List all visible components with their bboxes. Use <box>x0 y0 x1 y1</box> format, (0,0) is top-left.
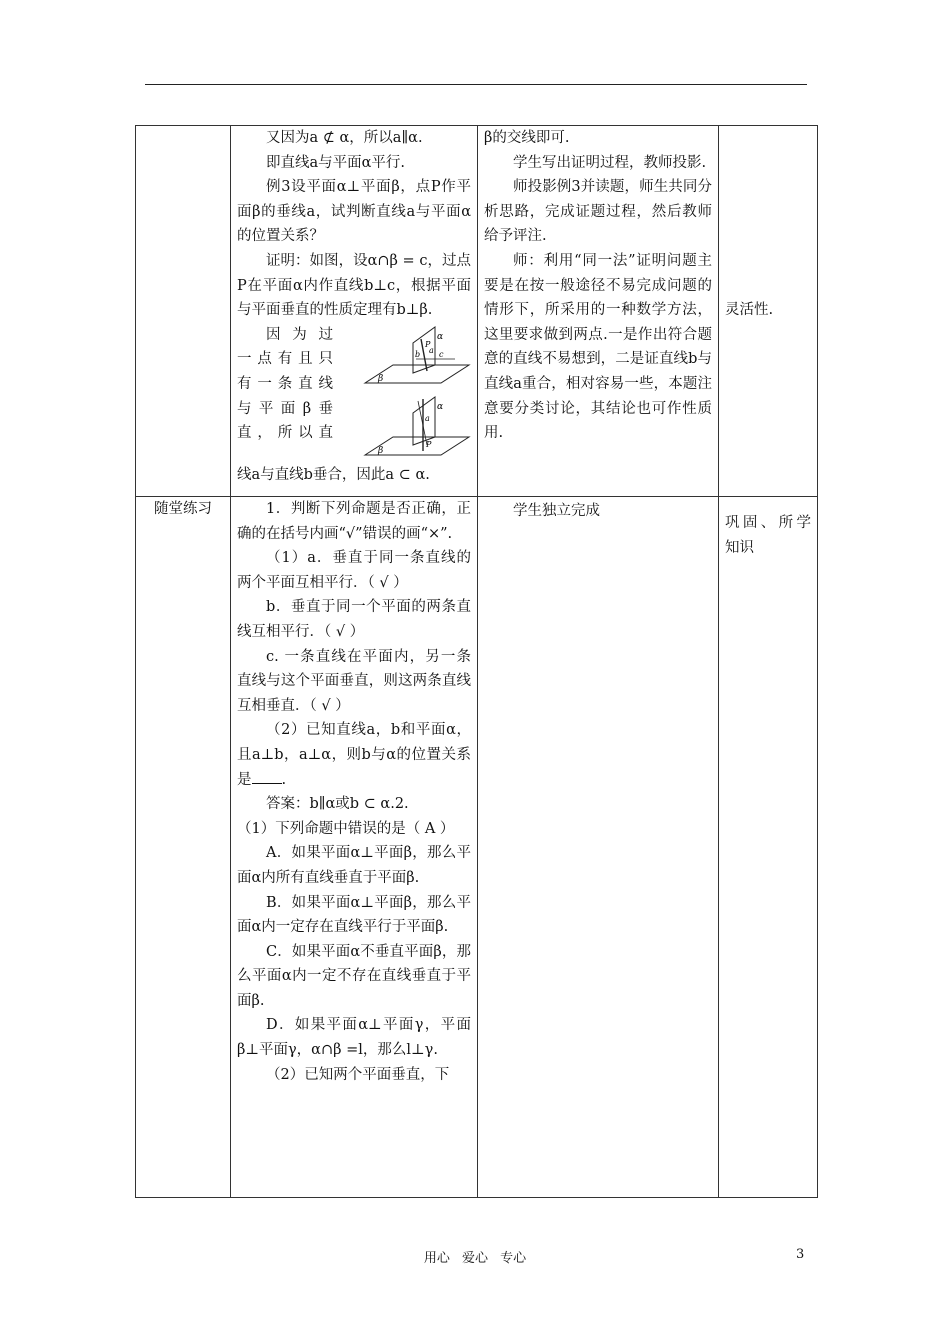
label-p: P <box>426 439 432 449</box>
purpose-cell <box>719 126 818 497</box>
activity-text: 学生独立完成 <box>513 503 600 519</box>
paragraph: 即直线a与平面α平行. <box>266 154 406 171</box>
label-p: P <box>425 339 431 349</box>
page-number: 3 <box>796 1247 805 1262</box>
answer-blank <box>252 769 282 784</box>
proof-paragraph: 证明：如图，设α∩β = c，过点P在平面α内作直线b⊥c，根据平面与平面垂直的性质定理有b⊥β. <box>237 252 471 319</box>
question-2-end: . <box>281 771 287 788</box>
table-row <box>136 126 818 497</box>
figures <box>333 323 471 463</box>
question-1: 1．判断下列命题是否正确，正确的在括号内画“√”错误的画“×”. <box>237 501 471 542</box>
question-2-text: （2）已知直线a，b和平面α，且a⊥b，a⊥α，则b与α的位置关系是 <box>237 722 471 788</box>
question-1a: （1）a．垂直于同一条直线的两个平面互相平行．（ √ ） <box>237 550 471 591</box>
activity-cell <box>478 126 719 497</box>
header-rule <box>145 84 807 85</box>
label-c: c <box>439 349 444 359</box>
plane-figure-2 <box>363 391 471 463</box>
paragraph: β的交线即可. <box>484 130 570 146</box>
label-b: b <box>415 349 421 359</box>
label-beta: β <box>378 445 384 456</box>
text-line: 一点有且只 <box>237 351 333 368</box>
stage-cell <box>136 126 231 497</box>
stage-label: 随堂练习 <box>136 497 231 1198</box>
text-line: 与平面β垂 <box>237 400 333 417</box>
exercise-cell <box>231 497 478 1198</box>
lesson-plan-table <box>135 125 818 1198</box>
purpose-text: 灵活性. <box>725 302 774 318</box>
question-2 <box>237 718 471 792</box>
footer-motto: 用心 爱心 专心 <box>423 1251 527 1266</box>
content-cell <box>231 126 478 497</box>
question-4: （2）已知两个平面垂直，下 <box>266 1066 450 1083</box>
purpose-cell <box>719 497 818 1198</box>
question-3: （1）下列命题中错误的是（ A ） <box>237 820 455 837</box>
paragraph: 学生写出证明过程，教师投影. <box>513 154 707 171</box>
plane-figure-1 <box>363 325 471 391</box>
option-b: B．如果平面α⊥平面β，那么平面α内一定存在直线平行于平面β. <box>237 894 471 936</box>
paragraph: 师投影例3并读题，师生共同分析思路，完成证题过程，然后教师给予评注. <box>484 179 712 245</box>
question-1c: c. 一条直线在平面内，另一条直线与这个平面垂直，则这两条直线互相垂直．（ √ ） <box>237 648 471 714</box>
answer: 答案：b∥α或b ⊂ α.2. <box>266 796 409 813</box>
example-3: 例3设平面α⊥平面β，点P作平面β的垂线a，试判断直线a与平面α的位置关系？ <box>237 179 471 245</box>
option-c: C．如果平面α不垂直平面β，那么平面α内一定不存在直线垂直于平面β. <box>237 943 471 1009</box>
option-a: A．如果平面α⊥平面β，那么平面α内所有直线垂直于平面β. <box>237 845 471 886</box>
label-beta: β <box>378 373 384 384</box>
label-alpha: α <box>437 401 444 412</box>
option-d: D．如果平面α⊥平面γ，平面β⊥平面γ，α∩β =l，那么l⊥γ. <box>237 1017 471 1059</box>
text-line: 直，所以直 <box>237 425 333 442</box>
label-a: a <box>429 345 434 355</box>
paragraph: 又因为a ⊄ α，所以a∥α. <box>266 130 423 146</box>
table-row <box>136 497 818 1198</box>
paragraph: 师：利用“同一法”证明问题主要是在按一般途径不易完成问题的情形下，所采用的一种数学方法，这里要求做到两点.一是作出符合题意的直线不易想到，二是证直线b与直线a重合，相对容易一些，本题注意要分类讨论，其结论也可作性质用. <box>484 252 712 442</box>
question-1b: b．垂直于同一个平面的两条直线互相平行．（ √ ） <box>237 599 471 640</box>
purpose-text: 巩固、所学知识 <box>725 515 811 556</box>
text-line: 有一条直线 <box>237 375 333 392</box>
conclusion-line: 线a与直线b垂合，因此a ⊂ α. <box>237 466 430 483</box>
activity-cell <box>478 497 719 1198</box>
label-a: a <box>425 413 430 423</box>
label-alpha: α <box>437 331 444 342</box>
text-line: 因为过 <box>266 326 333 343</box>
figure-block <box>237 323 471 463</box>
figure-side-text <box>237 323 333 446</box>
